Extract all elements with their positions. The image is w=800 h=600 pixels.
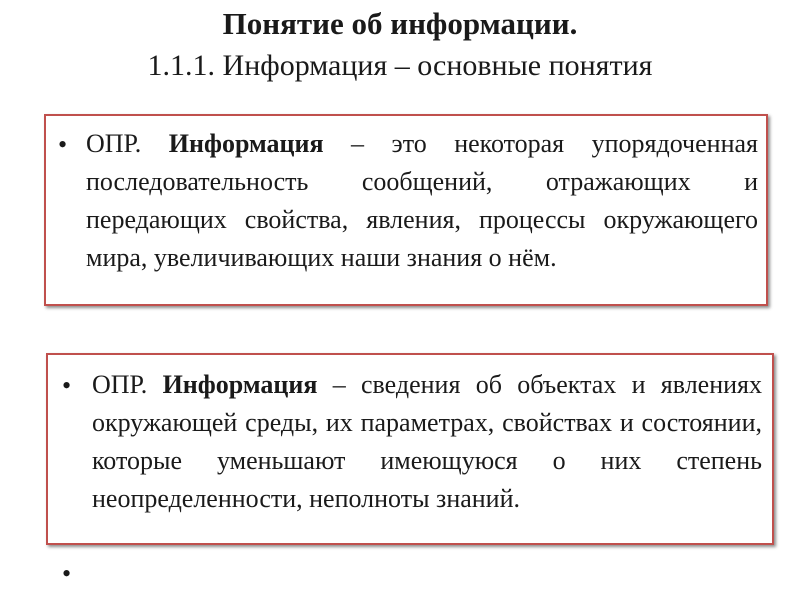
definition-term: Информация (168, 129, 324, 158)
definition-text-2 (92, 366, 762, 518)
definition-prefix: ОПР. (86, 129, 169, 158)
page-title: Понятие об информации. (222, 6, 578, 41)
definition-body: – это некоторая упорядоченная последовательность сообщений, отражающих и передающих свойства, явления, процессы окружающего мира, увеличивающих наши знания о нём. (86, 129, 758, 272)
definition-box-2 (46, 353, 774, 545)
definition-text-1 (86, 125, 758, 277)
page-subtitle: 1.1.1. Информация – основные понятия (147, 49, 653, 82)
definition-term: Информация (162, 370, 318, 399)
empty-bullet-marker: • (62, 559, 72, 588)
definition-body: – сведения об объектах и явлениях окружающей среды, их параметрах, свойствах и состоянии, которые уменьшают имеющуюся о них степень неопределенности, неполноты знаний. (92, 370, 762, 513)
definition-prefix: ОПР. (92, 370, 163, 399)
bullet-marker: • (62, 371, 72, 400)
definition-box-1 (44, 114, 768, 306)
bullet-marker: • (58, 130, 68, 159)
